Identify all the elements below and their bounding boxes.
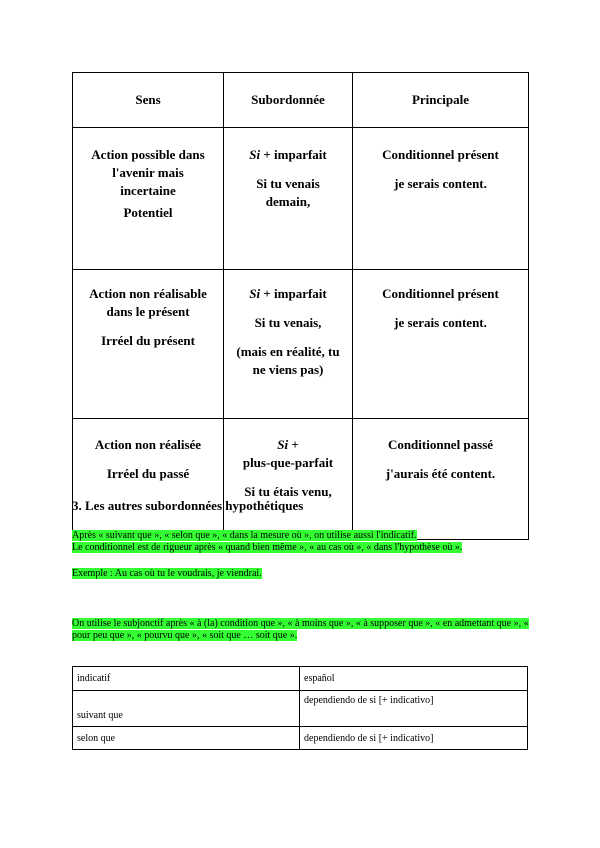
- subordonnee-cell: [224, 419, 353, 540]
- sens-cell: [73, 270, 224, 419]
- sens-description: Action possible dans l'avenir mais incertaine: [91, 147, 205, 198]
- si-word: Si: [249, 286, 261, 301]
- tense-label: Conditionnel présent: [382, 286, 499, 301]
- subordonnee-cell: [224, 128, 353, 270]
- table-row: [73, 419, 529, 540]
- highlighted-text: Après « suivant que », « selon que », « dans la mesure où », on utilise aussi l'indicatif.: [72, 530, 417, 541]
- sens-label: Irréel du présent: [101, 333, 195, 348]
- header-espanol: español: [300, 667, 528, 691]
- table-row: [73, 270, 529, 419]
- sens-description: Action non réalisée: [94, 437, 202, 452]
- sens-label: Potentiel: [123, 205, 173, 220]
- si-word: Si: [277, 437, 289, 452]
- table-header-row: [73, 73, 529, 128]
- header-principale: Principale: [353, 73, 529, 128]
- tense-label: + imparfait: [260, 147, 327, 162]
- table-row: [73, 128, 529, 270]
- table-cell: [300, 691, 528, 727]
- spanish-translation: dependiendo de si [+ indicativo]: [304, 695, 434, 706]
- example-text: Si tu venais,: [254, 315, 322, 330]
- principale-cell: [353, 270, 529, 419]
- example-text: je serais content.: [394, 315, 487, 330]
- conditional-table: [72, 72, 529, 540]
- example-text: Si tu venais demain,: [256, 176, 320, 209]
- example-text: j'aurais été content.: [385, 466, 496, 481]
- tense-label: +: [288, 437, 299, 452]
- highlighted-text: On utilise le subjonctif après « à (la) condition que », « à moins que », « à supposer que », « en admettant que », « pour peu que », « pourvu que », « soit que … soit que ».: [72, 618, 529, 641]
- table-cell: dependiendo de si [+ indicativo]: [300, 727, 528, 750]
- section-title: 3. Les autres subordonnées hypothétiques: [72, 498, 304, 513]
- header-subordonnee: Subordonnée: [224, 73, 353, 128]
- table-cell: [73, 691, 300, 727]
- principale-cell: [353, 419, 529, 540]
- vocabulary-table: [72, 666, 528, 750]
- sens-description: Action non réalisable dans le présent: [89, 286, 207, 319]
- tense-label: + imparfait: [260, 286, 327, 301]
- header-sens: Sens: [73, 73, 224, 128]
- paragraph-indicatif: [72, 530, 532, 554]
- sens-cell: [73, 128, 224, 270]
- french-expression: suivant que: [77, 710, 123, 721]
- table-header-row: [73, 667, 528, 691]
- tense-label: plus-que-parfait: [242, 455, 334, 470]
- tense-label: Conditionnel passé: [387, 437, 494, 452]
- si-word: Si: [249, 147, 261, 162]
- highlighted-text: Le conditionnel est de rigueur après « quand bien même », « au cas où », « dans l'hypothèse où ».: [72, 542, 463, 553]
- header-indicatif: indicatif: [73, 667, 300, 691]
- subordonnee-cell: [224, 270, 353, 419]
- table-row: [73, 691, 528, 727]
- sens-label: Irréel du passé: [106, 466, 190, 481]
- example-text: Si tu étais venu,: [244, 484, 332, 499]
- tense-label: Conditionnel présent: [382, 147, 499, 162]
- table-cell: selon que: [73, 727, 300, 750]
- highlighted-text: Exemple : Au cas où tu le voudrais, je viendrai.: [72, 568, 262, 579]
- sens-cell: [73, 419, 224, 540]
- note-text: (mais en réalité, tu ne viens pas): [236, 344, 340, 377]
- principale-cell: [353, 128, 529, 270]
- table-row: [73, 727, 528, 750]
- paragraph-subjonctif: [72, 618, 532, 642]
- example-text: je serais content.: [394, 176, 487, 191]
- paragraph-example: [72, 568, 532, 580]
